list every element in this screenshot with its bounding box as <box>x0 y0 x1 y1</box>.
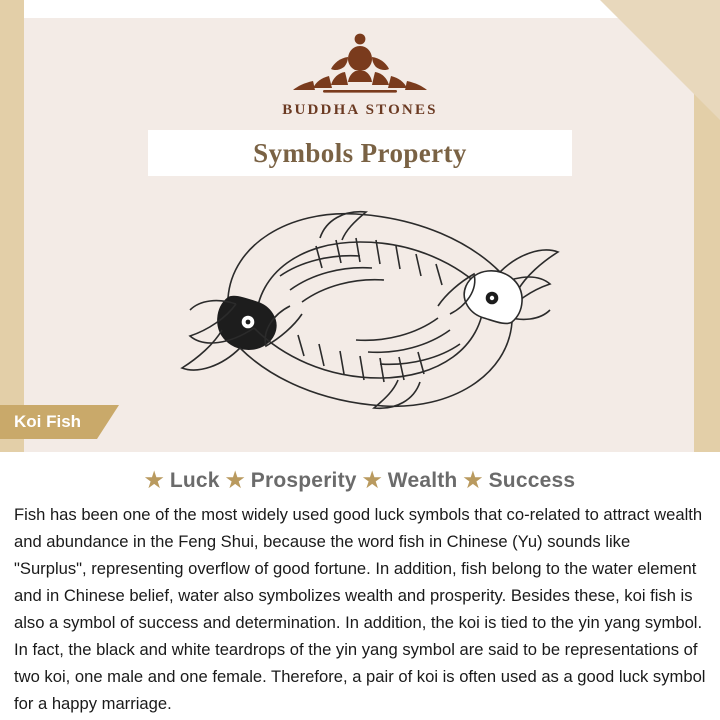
body-section <box>0 452 720 720</box>
title-bar <box>148 130 572 176</box>
attribute-wealth: Wealth <box>387 469 458 492</box>
top-white-strip <box>24 0 694 18</box>
attributes-line <box>14 468 706 493</box>
koi-fish-label-ribbon <box>0 405 119 439</box>
page-title: Symbols Property <box>253 137 467 168</box>
ribbon-tail <box>97 405 119 439</box>
attribute-success: Success <box>488 469 576 492</box>
two-koi-fish-yin-yang-illustration <box>170 180 570 440</box>
star-icon-1: ★ <box>144 469 164 492</box>
star-icon-2: ★ <box>225 469 245 492</box>
star-icon-4: ★ <box>463 469 483 492</box>
attribute-luck: Luck <box>169 469 220 492</box>
brand-logo <box>0 26 720 119</box>
lotus-buddha-icon <box>285 26 435 98</box>
description-paragraph: Fish has been one of the most widely used good luck symbols that co-related to attract wealth and abundance in the Feng Shui, because the word fish in Chinese (Yu) sounds like "Surplus", representing overflow of good fortune. In addition, fish belong to the water element and in Chinese belief, water also symbolizes wealth and prosperity. Besides these, koi fish is also a symbol of success and determination. In addition, the koi is tied to the yin yang symbol. In fact, the black and white teardrops of the yin yang symbol are said to be representations of two koi, one male and one female. Therefore, a pair of koi is often used as a good luck symbol for a happy marriage. <box>14 505 706 713</box>
koi-fish-label-text: Koi Fish <box>0 405 97 439</box>
star-icon-3: ★ <box>362 469 382 492</box>
brand-name: BUDDHA STONES <box>282 102 438 118</box>
attribute-prosperity: Prosperity <box>250 469 357 492</box>
